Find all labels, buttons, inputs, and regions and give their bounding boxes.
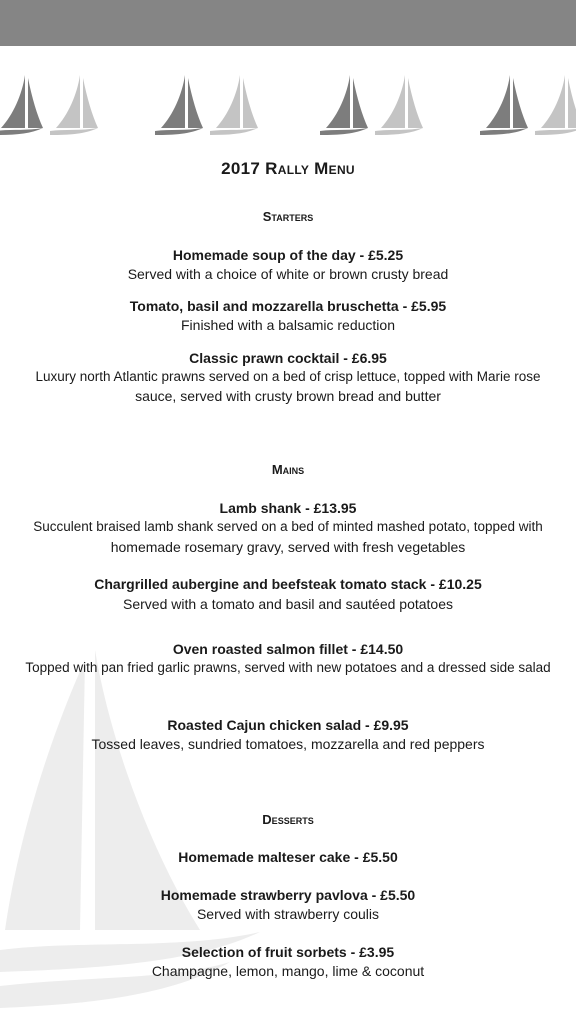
sailboat-icon [210,75,258,135]
sailboat-icon [50,75,98,135]
menu-item-name: Chargrilled aubergine and beefsteak tomato stack - £10.25 [94,576,482,592]
menu-item-description: sauce, served with crusty brown bread and butter [135,388,441,404]
menu-item-name: Homemade malteser cake - £5.50 [178,849,398,865]
menu-item-name: Tomato, basil and mozzarella bruschetta - £5.95 [129,298,447,314]
sailboat-icon [320,75,368,135]
menu-item-name: Homemade soup of the day - £5.25 [172,247,404,263]
menu-item-description: Succulent braised lamb shank served on a bed of minted mashed potato, topped with [33,519,543,534]
menu-item-description: Finished with a balsamic reduction [181,317,395,333]
menu-item-name: Lamb shank - £13.95 [219,500,357,516]
menu-item-description: Served with strawberry coulis [196,906,380,922]
menu-item-name: Oven roasted salmon fillet - £14.50 [172,641,404,657]
menu-item-name: Selection of fruit sorbets - £3.95 [181,944,395,960]
menu-item-description: Topped with pan fried garlic prawns, served with new potatoes and a dressed side salad [25,660,551,675]
sailboat-icon [535,75,576,135]
menu-item-description: Served with a tomato and basil and sautéed potatoes [123,596,453,612]
sailboat-icon [480,75,528,135]
section-heading-mains: Mains [271,462,305,477]
menu-item-description: homemade rosemary gravy, served with fresh vegetables [110,539,466,555]
menu-item-name: Homemade strawberry pavlova - £5.50 [160,887,416,903]
sailboat-icon [155,75,203,135]
sailboat-icon [375,75,423,135]
menu-item-description: Served with a choice of white or brown crusty bread [127,266,449,282]
section-heading-desserts: Desserts [262,812,314,827]
menu-item-name: Classic prawn cocktail - £6.95 [189,350,387,366]
menu-item-name: Roasted Cajun chicken salad - £9.95 [167,717,409,733]
menu-item-description: Tossed leaves, sundried tomatoes, mozzarella and red peppers [91,736,485,752]
menu-item-description: Luxury north Atlantic prawns served on a bed of crisp lettuce, topped with Marie rose [35,369,541,384]
sailboat-border [0,70,576,140]
menu-title: 2017 Rally Menu [221,159,355,178]
sailboat-icon [0,75,43,135]
menu-item-description: Champagne, lemon, mango, lime & coconut [151,963,425,979]
section-heading-starters: Starters [262,209,314,224]
top-bar [0,0,576,46]
